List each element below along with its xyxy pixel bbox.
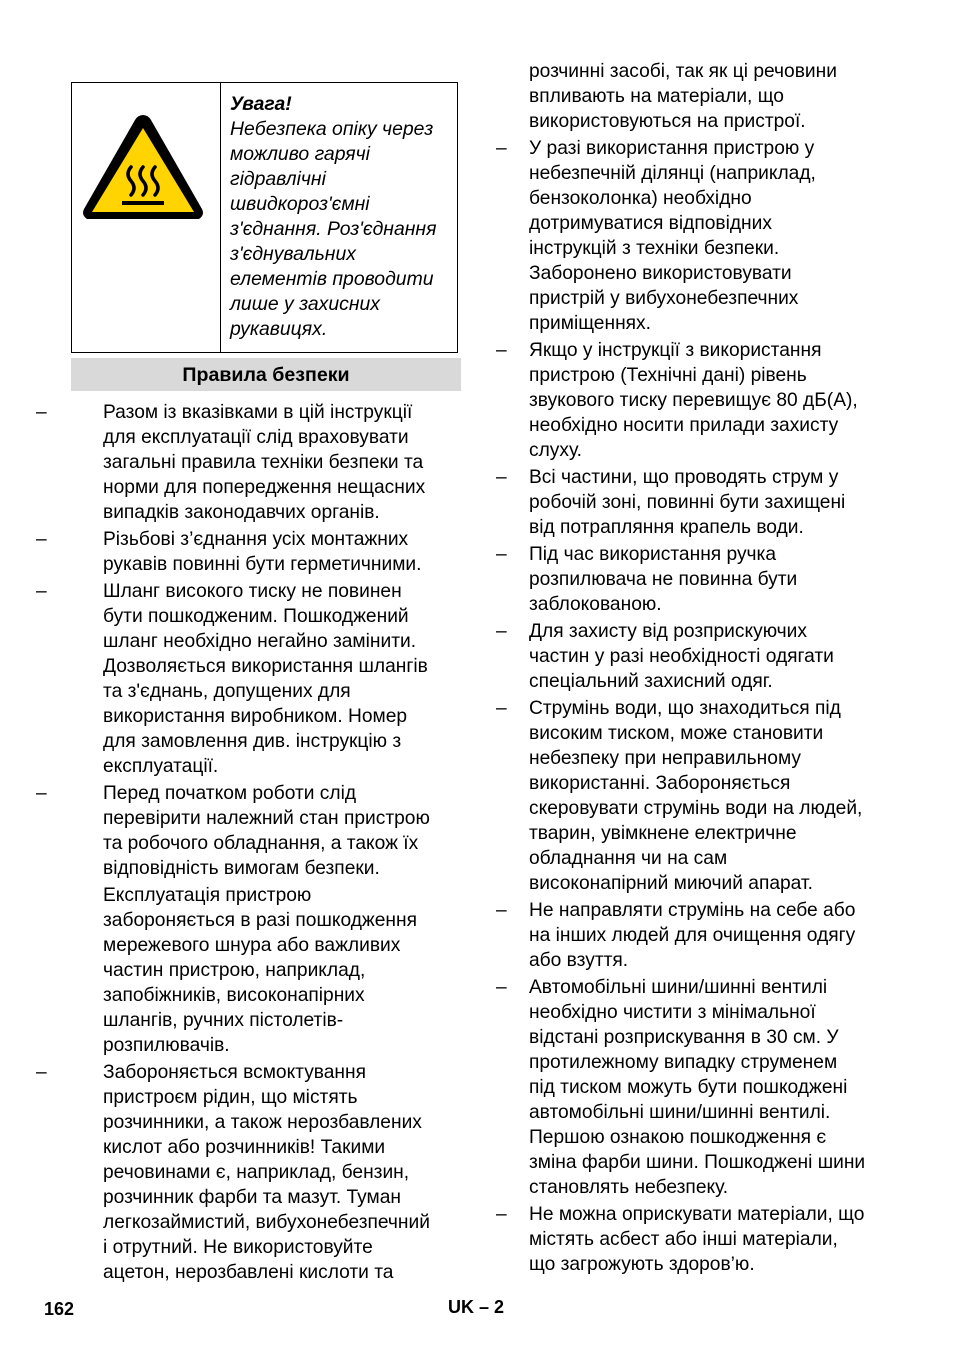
dash-bullet: – — [36, 402, 47, 423]
item-text — [529, 898, 896, 973]
text-line: Якщо у інструкції з використання — [529, 340, 822, 361]
item-text — [103, 579, 466, 779]
text-line: що загрожують здоров’ю. — [529, 1254, 755, 1275]
text-line: ацетон, нерозбавлені кислоти та — [103, 1262, 394, 1283]
list-item — [496, 898, 896, 973]
text-line: впливають на матеріали, що — [529, 86, 784, 107]
text-line: використання виробником. Номер — [103, 706, 408, 727]
item-text — [103, 1060, 466, 1285]
continued-text — [496, 59, 896, 134]
text-line: Автомобільні шини/шинні вентилі — [529, 977, 828, 998]
text-line: приміщеннях. — [529, 313, 651, 334]
list-item — [496, 619, 896, 694]
list-item — [496, 975, 896, 1200]
text-line: необхідно чистити з мінімальної — [529, 1002, 816, 1023]
text-line: використанні. Забороняється — [529, 773, 791, 794]
warning-line: елементів проводити — [230, 268, 434, 290]
section-heading: Правила безпеки — [71, 358, 461, 391]
text-line: Всі частини, що проводять струм у — [529, 467, 839, 488]
dash-bullet: – — [36, 581, 47, 602]
dash-bullet: – — [496, 544, 507, 565]
text-line: частин пристрою, наприклад, — [103, 960, 366, 981]
text-line: необхідно носити прилади захисту — [529, 415, 839, 436]
page-number: 162 — [44, 1299, 75, 1319]
text-line: Експлуатація пристрою — [103, 885, 312, 906]
text-line: або взуття. — [529, 950, 629, 971]
text-line: У разі використання пристрою у — [529, 138, 815, 159]
text-line: рукавів повинні бути герметичними. — [103, 554, 422, 575]
left-column — [36, 400, 466, 1287]
text-line: обладнання чи на сам — [529, 848, 728, 869]
text-line: звукового тиску перевищує 80 дБ(А), — [529, 390, 858, 411]
text-line: дотримуватися відповідних — [529, 213, 772, 234]
text-line: для експлуатації слід враховувати — [103, 427, 409, 448]
text-line: Разом із вказівками в цій інструкції — [103, 402, 413, 423]
text-line: скеровувати струмінь води на людей, — [529, 798, 863, 819]
text-line: високонапірний миючий апарат. — [529, 873, 813, 894]
dash-bullet: – — [36, 529, 47, 550]
text-line: Різьбові з’єднання усіх монтажних — [103, 529, 409, 550]
item-text — [529, 338, 896, 463]
item-text — [529, 465, 896, 540]
text-line: Не направляти струмінь на себе або — [529, 900, 856, 921]
dash-bullet: – — [36, 783, 47, 804]
item-text — [529, 542, 896, 617]
text-line: пристрою (Технічні дані) рівень — [529, 365, 807, 386]
item-text — [529, 1202, 896, 1277]
warning-box — [71, 82, 458, 353]
text-line: тварин, увімкнене електричне — [529, 823, 797, 844]
text-line: автомобільні шини/шинні вентилі. — [529, 1102, 831, 1123]
warning-line: гідравлічні — [230, 168, 326, 190]
text-line: мережевого шнура або важливих — [103, 935, 401, 956]
text-line: Заборонено використовувати — [529, 263, 792, 284]
item-text — [103, 883, 466, 1058]
text-line: становлять небезпеку. — [529, 1177, 729, 1198]
warning-text — [221, 83, 457, 352]
text-line: кислот або розчинників! Такими — [103, 1137, 386, 1158]
text-line: шлангів, ручних пістолетів- — [103, 1010, 344, 1031]
text-line: речовинами є, наприклад, бензин, — [103, 1162, 410, 1183]
text-line: зміна фарби шини. Пошкоджені шини — [529, 1152, 866, 1173]
text-line: для замовлення див. інструкцію з — [103, 731, 402, 752]
text-line: розпилювачів. — [103, 1035, 230, 1056]
text-line: Перед початком роботи слід — [103, 783, 357, 804]
text-line: випадків законодавчих органів. — [103, 502, 380, 523]
text-line: запобіжників, високонапірних — [103, 985, 365, 1006]
dash-bullet: – — [496, 1204, 507, 1225]
text-line: використовуються на пристрої. — [529, 111, 806, 132]
text-line: пристрій у вибухонебезпечних — [529, 288, 799, 309]
warning-title: Увага! — [230, 93, 292, 115]
text-line: Для захисту від розприскуючих — [529, 621, 807, 642]
text-line: містять асбест або інші матеріали, — [529, 1229, 838, 1250]
warning-line: швидкороз'ємні — [230, 193, 370, 215]
warning-line: з'єднання. Роз'єднання — [230, 218, 437, 240]
dash-bullet: – — [496, 467, 507, 488]
text-line: відстані розприскування в 30 см. У — [529, 1027, 839, 1048]
text-line: Під час використання ручка — [529, 544, 777, 565]
text-line: забороняється в разі пошкодження — [103, 910, 417, 931]
text-line: протилежному випадку струменем — [529, 1052, 838, 1073]
text-line: частин у разі необхідності одягати — [529, 646, 834, 667]
text-line: і отрутний. Не використовуйте — [103, 1237, 373, 1258]
text-line: розчинник фарби та мазут. Туман — [103, 1187, 402, 1208]
list-item — [496, 542, 896, 617]
item-text — [103, 527, 466, 577]
text-line: інструкцій з техніки безпеки. — [529, 238, 780, 259]
warning-line: з'єднувальних — [230, 243, 356, 265]
text-line: на інших людей для очищення одягу — [529, 925, 856, 946]
item-text — [529, 696, 896, 896]
dash-bullet: – — [36, 1062, 47, 1083]
text-line: норми для попередження нещасних — [103, 477, 426, 498]
text-line: спеціальний захисний одяг. — [529, 671, 773, 692]
warning-icon-cell — [72, 83, 221, 352]
list-item — [36, 883, 466, 1058]
text-line: розчинні засобі, так як ці речовини — [529, 61, 837, 82]
text-line: експлуатації. — [103, 756, 219, 777]
warning-line: Небезпека опіку через — [230, 118, 434, 140]
text-line: Не можна оприскувати матеріали, що — [529, 1204, 865, 1225]
text-line: Шланг високого тиску не повинен — [103, 581, 402, 602]
item-text — [529, 136, 896, 336]
text-line: розпилювача не повинна бути — [529, 569, 798, 590]
text-line: загальні правила техніки безпеки та — [103, 452, 424, 473]
dash-bullet: – — [496, 977, 507, 998]
list-item — [496, 136, 896, 336]
hot-surface-warning-icon — [78, 109, 208, 225]
text-line: та з'єднань, допущених для — [103, 681, 351, 702]
list-item — [496, 338, 896, 463]
text-line: під тиском можуть бути пошкоджені — [529, 1077, 848, 1098]
text-line: перевірити належний стан пристрою — [103, 808, 430, 829]
list-item — [36, 400, 466, 525]
item-text — [103, 781, 466, 881]
list-item — [496, 465, 896, 540]
list-item — [36, 1060, 466, 1285]
text-line: небезпечній ділянці (наприклад, — [529, 163, 816, 184]
text-line: та робочого обладнання, а також їх — [103, 833, 419, 854]
warning-line: можливо гарячі — [230, 143, 370, 165]
warning-line: рукавицях. — [230, 318, 328, 340]
text-line: робочій зоні, повинні бути захищені — [529, 492, 846, 513]
item-text — [529, 619, 896, 694]
text-line: небезпеку при неправильному — [529, 748, 801, 769]
list-item — [36, 527, 466, 577]
list-item — [36, 781, 466, 881]
text-line: Першою ознакою пошкодження є — [529, 1127, 827, 1148]
dash-bullet: – — [496, 340, 507, 361]
text-line: відповідність вимогам безпеки. — [103, 858, 380, 879]
text-line: легкозаймистий, вибухонебезпечний — [103, 1212, 430, 1233]
language-page-label: UK – 2 — [448, 1297, 505, 1317]
text-line: Струмінь води, що знаходиться під — [529, 698, 841, 719]
text-line: бути пошкодженим. Пошкоджений — [103, 606, 409, 627]
item-text — [103, 400, 466, 525]
text-line: високим тиском, може становити — [529, 723, 824, 744]
item-text — [529, 975, 896, 1200]
text-line: від потрапляння крапель води. — [529, 517, 804, 538]
list-item — [496, 1202, 896, 1277]
dash-bullet: – — [496, 698, 507, 719]
dash-bullet: – — [496, 138, 507, 159]
right-column — [496, 59, 896, 1279]
text-line: Дозволяється використання шлангів — [103, 656, 428, 677]
list-item — [496, 696, 896, 896]
text-line: заблокованою. — [529, 594, 662, 615]
text-line: шланг необхідно негайно замінити. — [103, 631, 417, 652]
dash-bullet: – — [496, 621, 507, 642]
text-line: розчинники, а також нерозбавлених — [103, 1112, 422, 1133]
text-line: бензоколонка) необхідно — [529, 188, 752, 209]
text-line: слуху. — [529, 440, 582, 461]
dash-bullet: – — [496, 900, 507, 921]
list-item — [36, 579, 466, 779]
warning-line: лише у захисних — [230, 293, 380, 315]
text-line: Забороняється всмоктування — [103, 1062, 367, 1083]
text-line: пристроєм рідин, що містять — [103, 1087, 358, 1108]
